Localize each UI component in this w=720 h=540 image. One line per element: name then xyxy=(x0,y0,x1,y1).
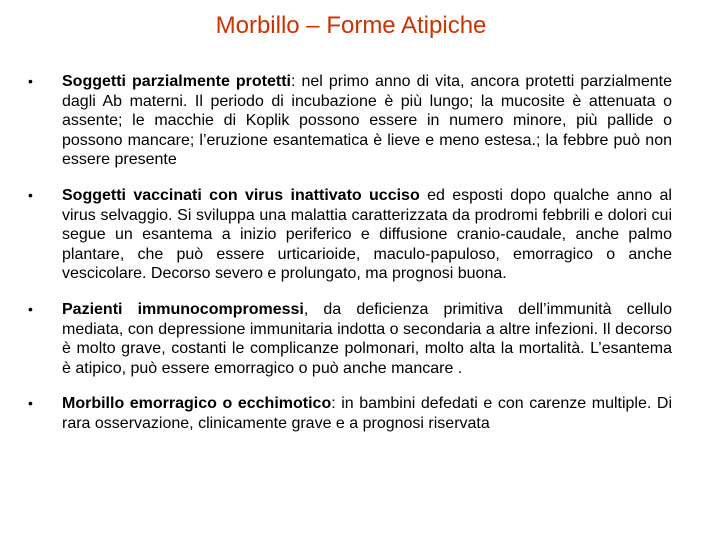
bullet-lead: Soggetti vaccinati con virus inattivato ucciso xyxy=(62,186,420,204)
bullet-item-hemorrhagic xyxy=(28,394,672,433)
bullet-text: ed esposti dopo qualche anno al virus selvaggio. Si sviluppa una malattia caratterizzata da prodromi febbrili e dolori cui segue un esantema a inizio periferico e diffusione cranio-caudale, anche palmo plantare, che può essere urticarioide, maculo-papuloso, emorragico o anche vescicolare. Decorso severo e prolungato, ma prognosi buona. xyxy=(62,186,672,283)
bullet-item-vaccinated xyxy=(28,186,672,284)
slide-title: Morbillo – Forme Atipiche xyxy=(215,12,487,39)
bullet-item-immunocompromised xyxy=(28,300,672,378)
bullet-text: : nel primo anno di vita, ancora protetti parzialmente dagli Ab materni. Il periodo di incubazione è più lungo; la mucosite è attenuata o assente; le macchie di Koplik possono essere in numero minore, più pallide o possono mancare; l’eruzione esantematica è lieve e meno estesa.; la febbre può non essere presente xyxy=(62,73,672,169)
bullet-list xyxy=(28,72,672,450)
bullet-lead: Pazienti immunocompromessi xyxy=(62,300,304,318)
bullet-text: , da deficienza primitiva dell’immunità cellulo mediata, con depressione immunitaria indotta o secondaria a altre infezioni. Il decorso è molto grave, costanti le complicanze polmonari, molto alta la mortalità. L’esantema è atipico, può essere emorragico o può anche mancare . xyxy=(62,300,672,377)
bullet-lead: Soggetti parzialmente protetti xyxy=(62,73,291,90)
bullet-text: : in bambini defedati e con carenze multiple. Di rara osservazione, clinicamente grave e a prognosi riservata xyxy=(62,395,672,432)
bullet-item-partially-protected xyxy=(28,72,672,170)
bullet-dot-icon: • xyxy=(28,300,33,317)
bullet-dot-icon: • xyxy=(28,395,33,412)
bullet-dot-icon: • xyxy=(28,73,33,89)
bullet-dot-icon: • xyxy=(28,186,33,203)
bullet-lead: Morbillo emorragico o ecchimotico xyxy=(62,395,332,413)
